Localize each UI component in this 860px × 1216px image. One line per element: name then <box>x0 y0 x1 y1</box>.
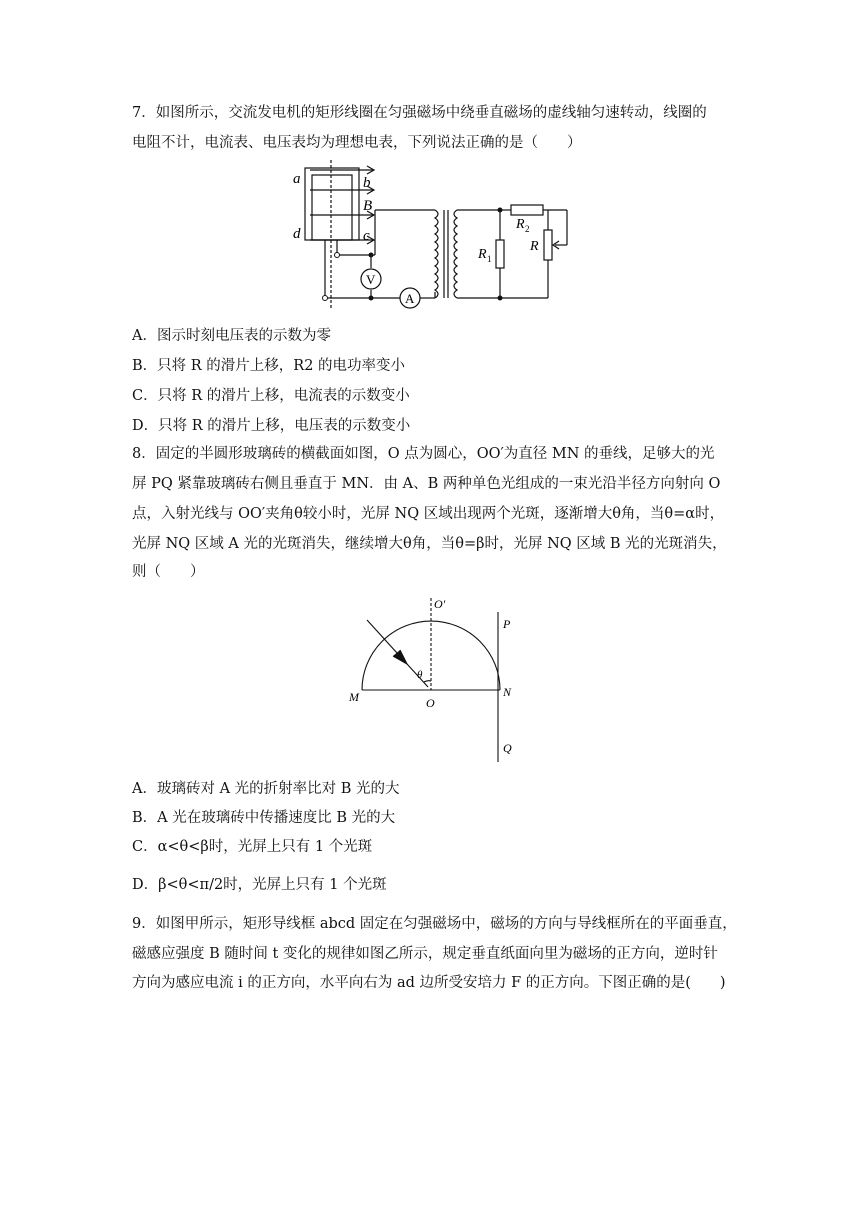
q7-text-line-2: 电阻不计，电流表、电压表均为理想电表，下列说法正确的是（ ） <box>132 135 582 151</box>
label-O-prime: O′ <box>434 597 446 611</box>
label-M: M <box>349 690 359 704</box>
label-R1-sub: 1 <box>487 254 492 264</box>
label-N: N <box>503 685 512 699</box>
q8-semicircle-figure <box>340 590 520 770</box>
q7-option-b: B．只将 R 的滑片上移，R2 的电功率变小 <box>132 358 406 374</box>
q7-option-c: C．只将 R 的滑片上移，电流表的示数变小 <box>132 388 410 404</box>
q7-option-a: A．图示时刻电压表的示数为零 <box>132 328 331 344</box>
label-R2-sub: 2 <box>525 224 530 234</box>
label-P: P <box>503 617 511 631</box>
label-R1: R <box>478 247 487 262</box>
label-theta: θ <box>417 669 423 681</box>
q8-option-b: B．A 光在玻璃砖中传播速度比 B 光的大 <box>132 810 396 826</box>
q9-text-line-1: 9．如图甲所示，矩形导线框 abcd 固定在匀强磁场中，磁场的方向与导线框所在的平面垂直， <box>132 916 737 932</box>
q9-text-line-2: 磁感应强度 B 随时间 t 变化的规律如图乙所示，规定垂直纸面向里为磁场的正方向，逆时针 <box>132 946 718 962</box>
q8-text-line-3: 点，入射光线与 OO′夹角θ较小时，光屏 NQ 区域出现两个光斑，逐渐增大θ角，当θ=α时， <box>132 506 725 522</box>
q8-option-d: D．β<θ<π/2时，光屏上只有 1 个光斑 <box>132 877 387 893</box>
q8-text-line-2: 屏 PQ 紧靠玻璃砖右侧且垂直于 MN．由 A、B 两种单色光组成的一束光沿半径方向射向 O <box>132 476 721 492</box>
voltmeter-label: V <box>366 272 376 287</box>
label-b: b <box>363 175 371 191</box>
q7-option-d: D．只将 R 的滑片上移，电压表的示数变小 <box>132 418 411 434</box>
q8-text-line-4: 光屏 NQ 区域 A 光的光斑消失，继续增大θ角，当θ=β时，光屏 NQ 区域 B 光的光斑消失， <box>132 536 727 552</box>
ammeter-label: A <box>405 291 415 306</box>
q7-text-line-1: 7．如图所示，交流发电机的矩形线圈在匀强磁场中绕垂直磁场的虚线轴匀速转动，线圈的 <box>132 105 707 121</box>
q8-text-line-1: 8．固定的半圆形玻璃砖的横截面如图，O 点为圆心，OO′为直径 MN 的垂线，足够大的光 <box>132 446 715 462</box>
q8-option-a: A．玻璃砖对 A 光的折射率比对 B 光的大 <box>132 781 400 797</box>
q8-text-line-5: 则（ ） <box>132 564 205 580</box>
label-Q: Q <box>503 741 512 755</box>
label-B: B <box>363 198 373 214</box>
label-R: R <box>530 239 539 254</box>
q7-circuit-figure <box>285 160 585 320</box>
q9-text-line-3: 方向为感应电流 i 的正方向，水平向右为 ad 边所受安培力 F 的正方向。下图正确的是( ) <box>132 975 726 991</box>
label-d: d <box>293 226 301 242</box>
label-R2: R <box>516 217 525 232</box>
label-O: O <box>426 696 435 710</box>
label-c: c <box>363 228 370 244</box>
q8-option-c: C．α<θ<β时，光屏上只有 1 个光斑 <box>132 839 373 855</box>
label-a: a <box>293 171 301 187</box>
